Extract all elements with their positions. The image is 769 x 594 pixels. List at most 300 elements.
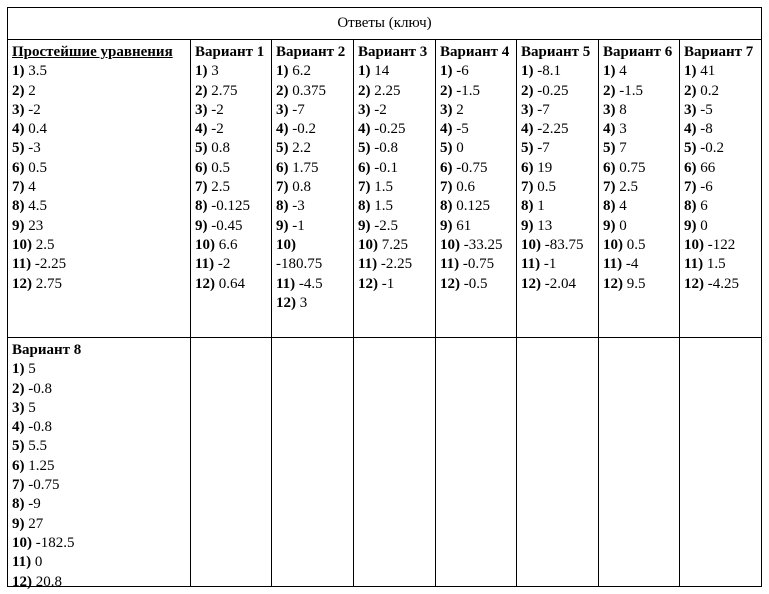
answer-list: [12, 360, 186, 592]
answer-value: 0.375: [292, 82, 326, 99]
answer-value: -5: [456, 121, 469, 138]
answer-value: 5: [28, 399, 36, 416]
answer-item: [12, 178, 186, 197]
answer-item: [521, 101, 594, 120]
answer-item: [603, 159, 675, 178]
answer-item: [684, 275, 757, 294]
answer-item: [12, 101, 186, 120]
answer-value: -8.1: [537, 63, 561, 80]
answer-item: [12, 120, 186, 139]
answer-item: [12, 159, 186, 178]
answer-number: 3): [684, 101, 701, 118]
answer-number: 7): [12, 179, 29, 196]
answer-number: 8): [12, 496, 29, 513]
answer-value: -3: [292, 198, 305, 215]
column-header: Вариант 2: [276, 44, 346, 60]
answer-item: [358, 275, 431, 294]
answer-item: [12, 275, 186, 294]
answer-value: 6.6: [218, 236, 238, 253]
answer-value: 5: [28, 361, 36, 378]
answer-number: 4): [603, 121, 620, 138]
answer-number: 10): [440, 236, 464, 253]
answer-number: 4): [276, 121, 293, 138]
answer-number: 7): [440, 179, 457, 196]
answer-number: 1): [603, 63, 620, 80]
answer-value: 1.75: [292, 159, 319, 176]
column-header: Простейшие уравнения: [12, 44, 173, 60]
answer-value: 0: [700, 217, 708, 234]
answer-list: [195, 62, 267, 294]
answer-value: -2.25: [380, 256, 413, 273]
answer-value: 20.8: [35, 573, 62, 590]
answer-number: 9): [603, 217, 620, 234]
answer-value: -4.25: [707, 275, 739, 292]
answer-item: [195, 255, 267, 274]
answer-item: [521, 159, 594, 178]
answer-number: 6): [12, 457, 29, 474]
answer-item: [440, 62, 512, 81]
answer-value: 7.25: [381, 236, 408, 253]
answer-value: 8: [619, 101, 627, 118]
answer-number: 11): [12, 256, 35, 273]
answer-item: [276, 255, 349, 274]
answer-value: -0.5: [463, 275, 488, 292]
answer-item: [276, 197, 349, 216]
answer-value: -0.25: [374, 121, 406, 138]
answer-value: -2.25: [34, 256, 67, 273]
answer-item: [276, 236, 349, 255]
answer-value: 0.2: [700, 82, 719, 99]
answer-value: 6: [700, 198, 708, 215]
answer-item: [276, 275, 349, 294]
answer-item: [521, 275, 594, 294]
answer-number: 6): [276, 159, 293, 176]
answer-item: [440, 139, 512, 158]
answer-item: [521, 139, 594, 158]
answer-item: [684, 159, 757, 178]
column-variant-8: [8, 338, 191, 590]
answer-item: [276, 101, 349, 120]
answer-value: -0.45: [211, 217, 243, 234]
answer-number: 1): [521, 63, 538, 80]
answer-item: [358, 159, 431, 178]
answer-number: 6): [684, 159, 701, 176]
answer-value: 6.2: [292, 63, 311, 80]
answer-value: -7: [292, 101, 305, 118]
answer-number: 3): [12, 399, 29, 416]
answer-number: 2): [12, 82, 29, 99]
answer-value: -182.5: [35, 534, 75, 551]
answer-list: [440, 62, 512, 294]
answer-item: [684, 197, 757, 216]
answer-number: 5): [12, 140, 29, 157]
answer-value: -180.75: [276, 256, 323, 273]
answer-value: 2.25: [374, 82, 401, 99]
answer-value: 0: [619, 217, 627, 234]
answer-value: -122: [707, 236, 736, 253]
answer-number: 5): [603, 140, 620, 157]
answer-item: [603, 101, 675, 120]
answer-number: 6): [521, 159, 538, 176]
answer-number: 12): [603, 275, 627, 292]
answer-item: [358, 178, 431, 197]
answer-number: 12): [440, 275, 464, 292]
answer-item: [12, 437, 186, 456]
answer-list: [521, 62, 594, 294]
answer-item: [684, 236, 757, 255]
answer-number: 1): [276, 63, 293, 80]
answer-value: 0.6: [456, 179, 475, 196]
answer-value: -2: [374, 101, 387, 118]
answer-number: 1): [195, 63, 212, 80]
answer-number: 8): [12, 198, 29, 215]
answer-value: 4: [619, 63, 627, 80]
answer-number: 8): [684, 198, 701, 215]
answer-number: 2): [440, 82, 457, 99]
answer-item: [12, 399, 186, 418]
answer-value: 2.2: [292, 140, 311, 157]
answer-value: -7: [537, 140, 550, 157]
answer-item: [684, 120, 757, 139]
answer-item: [12, 82, 186, 101]
answer-number: 4): [12, 121, 29, 138]
answer-number: 8): [358, 198, 375, 215]
answer-number: 10): [358, 236, 382, 253]
answer-item: [276, 294, 349, 313]
answer-number: 10): [195, 236, 219, 253]
answer-value: 1.5: [374, 179, 393, 196]
answer-value: 13: [537, 217, 553, 234]
answer-number: 5): [521, 140, 538, 157]
answer-value: -0.125: [211, 198, 250, 215]
answer-item: [603, 217, 675, 236]
answer-item: [195, 275, 267, 294]
answer-item: [12, 457, 186, 476]
column-header: Вариант 3: [358, 44, 428, 60]
answer-number: 7): [603, 179, 620, 196]
answer-item: [358, 139, 431, 158]
answer-value: 4: [619, 198, 627, 215]
answer-value: -2.04: [544, 275, 576, 292]
empty-cell: [354, 338, 436, 586]
answer-value: 1.5: [706, 256, 726, 273]
answer-number: 6): [12, 159, 29, 176]
answer-number: 12): [195, 275, 219, 292]
answer-number: 5): [440, 140, 457, 157]
answer-item: [358, 255, 431, 274]
answer-number: 9): [684, 217, 701, 234]
answer-number: 7): [12, 477, 29, 494]
answer-number: 3): [276, 101, 293, 118]
answer-value: 61: [456, 217, 472, 234]
answer-number: 2): [12, 380, 29, 397]
answer-value: -2.25: [537, 121, 569, 138]
answer-value: 1.5: [374, 198, 393, 215]
answer-number: 1): [440, 63, 457, 80]
column-header: Вариант 1: [195, 44, 265, 60]
answer-value: -0.8: [374, 140, 398, 157]
answer-item: [12, 534, 186, 553]
answer-item: [684, 82, 757, 101]
answer-number: 1): [12, 361, 29, 378]
answer-value: -1.5: [456, 82, 480, 99]
answer-value: -2: [211, 121, 224, 138]
answer-number: 9): [521, 217, 538, 234]
answer-number: 4): [195, 121, 212, 138]
answer-number: 9): [440, 217, 457, 234]
answer-number: 2): [195, 82, 212, 99]
column-header: Вариант 5: [521, 44, 591, 60]
answer-number: 9): [12, 217, 29, 234]
answer-number: 10): [603, 236, 627, 253]
answer-item: [12, 573, 186, 592]
answer-value: 0.4: [28, 121, 47, 138]
answer-item: [684, 101, 757, 120]
answer-value: 0: [456, 140, 464, 157]
answer-item: [195, 82, 267, 101]
answer-number: 4): [440, 121, 457, 138]
answer-number: 9): [12, 515, 29, 532]
answer-item: [440, 197, 512, 216]
answer-number: 12): [358, 275, 382, 292]
answer-number: 5): [358, 140, 375, 157]
answer-value: -1: [292, 217, 305, 234]
empty-cell: [436, 338, 517, 586]
answer-value: 2: [456, 101, 464, 118]
answer-value: 1: [537, 198, 545, 215]
answer-value: 5.5: [28, 438, 47, 455]
column-variant-1: [191, 40, 272, 338]
table-title: Ответы (ключ): [8, 8, 761, 40]
answer-number: 10): [521, 236, 545, 253]
answer-value: 3: [619, 121, 627, 138]
answer-value: -0.75: [28, 477, 60, 494]
column-simple-equations: [8, 40, 191, 338]
answer-value: -33.25: [463, 236, 503, 253]
answer-item: [440, 178, 512, 197]
answer-item: [276, 217, 349, 236]
answer-item: [12, 255, 186, 274]
answer-number: 3): [195, 101, 212, 118]
answer-item: [440, 236, 512, 255]
answer-item: [12, 139, 186, 158]
answer-item: [603, 236, 675, 255]
answer-value: -6: [700, 179, 713, 196]
answer-number: 1): [358, 63, 375, 80]
answer-item: [684, 255, 757, 274]
answer-number: 12): [276, 294, 300, 311]
answer-value: -0.75: [456, 159, 488, 176]
answer-item: [195, 120, 267, 139]
answer-list: [684, 62, 757, 294]
answer-item: [276, 120, 349, 139]
answer-key-table: [7, 7, 762, 590]
column-variant-3: [354, 40, 436, 338]
answer-number: 8): [440, 198, 457, 215]
answer-value: 3: [211, 63, 219, 80]
answer-number: 7): [358, 179, 375, 196]
column-header: Вариант 8: [12, 342, 82, 358]
answer-value: 0: [34, 554, 43, 571]
answer-number: 7): [521, 179, 538, 196]
answer-item: [603, 178, 675, 197]
answer-item: [521, 120, 594, 139]
answer-number: 6): [195, 159, 212, 176]
answer-number: 12): [521, 275, 545, 292]
answer-value: -0.1: [374, 159, 398, 176]
answer-value: -0.8: [28, 380, 52, 397]
answer-value: -1.5: [619, 82, 643, 99]
answer-value: 0.8: [211, 140, 230, 157]
answer-item: [521, 62, 594, 81]
answer-value: 23: [28, 217, 44, 234]
answer-value: 3: [299, 294, 308, 311]
empty-cell: [680, 338, 761, 586]
answer-item: [603, 255, 675, 274]
answer-number: 11): [440, 256, 463, 273]
answer-number: 2): [521, 82, 538, 99]
answer-number: 7): [195, 179, 212, 196]
answer-item: [276, 139, 349, 158]
answer-item: [358, 82, 431, 101]
answer-list: [603, 62, 675, 294]
column-header: Вариант 6: [603, 44, 673, 60]
answer-item: [12, 418, 186, 437]
answer-item: [358, 197, 431, 216]
answer-value: -1: [381, 275, 395, 292]
answer-value: 0.5: [537, 179, 556, 196]
answer-value: -83.75: [544, 236, 584, 253]
column-variant-4: [436, 40, 517, 338]
answer-item: [521, 197, 594, 216]
answer-value: 2.5: [35, 236, 55, 253]
answer-item: [12, 197, 186, 216]
answer-number: 8): [195, 198, 212, 215]
answer-item: [603, 139, 675, 158]
answer-value: -3: [28, 140, 41, 157]
answer-item: [684, 178, 757, 197]
answer-item: [440, 101, 512, 120]
answer-value: -5: [700, 101, 713, 118]
column-header: Вариант 7: [684, 44, 754, 60]
answer-value: 41: [700, 63, 716, 80]
answer-number: 11): [684, 256, 707, 273]
answer-value: -0.75: [462, 256, 495, 273]
answer-number: 3): [521, 101, 538, 118]
answer-number: 5): [12, 438, 29, 455]
answer-value: -0.25: [537, 82, 569, 99]
answer-value: 2.75: [35, 275, 62, 292]
answer-item: [12, 217, 186, 236]
answer-item: [684, 62, 757, 81]
answer-number: 1): [12, 63, 29, 80]
answer-value: -1: [543, 256, 557, 273]
answer-item: [12, 495, 186, 514]
answer-number: 7): [684, 179, 701, 196]
answer-item: [12, 62, 186, 81]
answer-number: 4): [684, 121, 701, 138]
answer-value: -2: [217, 256, 231, 273]
answer-number: 10): [12, 236, 36, 253]
answer-item: [521, 178, 594, 197]
answer-item: [603, 62, 675, 81]
answer-value: -9: [28, 496, 41, 513]
answer-value: 14: [374, 63, 390, 80]
answer-value: 0.64: [218, 275, 245, 292]
answer-number: 12): [12, 275, 36, 292]
answer-number: 8): [276, 198, 293, 215]
answer-number: 6): [603, 159, 620, 176]
answer-number: 5): [195, 140, 212, 157]
empty-cell: [191, 338, 272, 586]
answer-list: [358, 62, 431, 294]
answer-value: -2.5: [374, 217, 398, 234]
answer-number: 2): [603, 82, 620, 99]
answer-number: 3): [358, 101, 375, 118]
answer-item: [440, 217, 512, 236]
answer-item: [195, 139, 267, 158]
answer-number: 2): [276, 82, 293, 99]
answer-value: 27: [28, 515, 44, 532]
answer-value: 19: [537, 159, 553, 176]
answer-item: [358, 62, 431, 81]
answer-number: 4): [521, 121, 538, 138]
answer-item: [12, 476, 186, 495]
answer-item: [521, 82, 594, 101]
answer-number: 11): [12, 554, 35, 571]
answer-value: 2.75: [211, 82, 238, 99]
answer-item: [195, 236, 267, 255]
empty-cell: [599, 338, 680, 586]
answer-number: 3): [603, 101, 620, 118]
answer-value: 0.5: [626, 236, 646, 253]
answer-value: 3.5: [28, 63, 47, 80]
answer-item: [195, 178, 267, 197]
answer-item: [12, 236, 186, 255]
answer-item: [358, 101, 431, 120]
answer-item: [684, 217, 757, 236]
answer-number: 3): [12, 101, 29, 118]
answer-value: -0.8: [28, 419, 52, 436]
answer-item: [195, 101, 267, 120]
answer-number: 5): [684, 140, 701, 157]
column-variant-2: [272, 40, 354, 338]
answer-number: 10): [684, 236, 708, 253]
answer-value: 66: [700, 159, 716, 176]
answer-value: 1.25: [28, 457, 55, 474]
column-variant-6: [599, 40, 680, 338]
answer-item: [440, 82, 512, 101]
answer-item: [603, 82, 675, 101]
answer-number: 2): [684, 82, 701, 99]
answer-item: [195, 159, 267, 178]
answer-value: -7: [537, 101, 550, 118]
answer-value: 0.5: [28, 159, 47, 176]
answer-item: [440, 275, 512, 294]
answer-number: 3): [440, 101, 457, 118]
answer-item: [12, 553, 186, 572]
answer-item: [12, 360, 186, 379]
answer-number: 10): [276, 236, 296, 253]
answer-number: 6): [358, 159, 375, 176]
answer-number: 11): [603, 256, 626, 273]
answer-number: 7): [276, 179, 293, 196]
answer-item: [276, 159, 349, 178]
answer-value: 9.5: [626, 275, 646, 292]
answer-number: 11): [358, 256, 381, 273]
answer-item: [521, 236, 594, 255]
answer-item: [195, 197, 267, 216]
